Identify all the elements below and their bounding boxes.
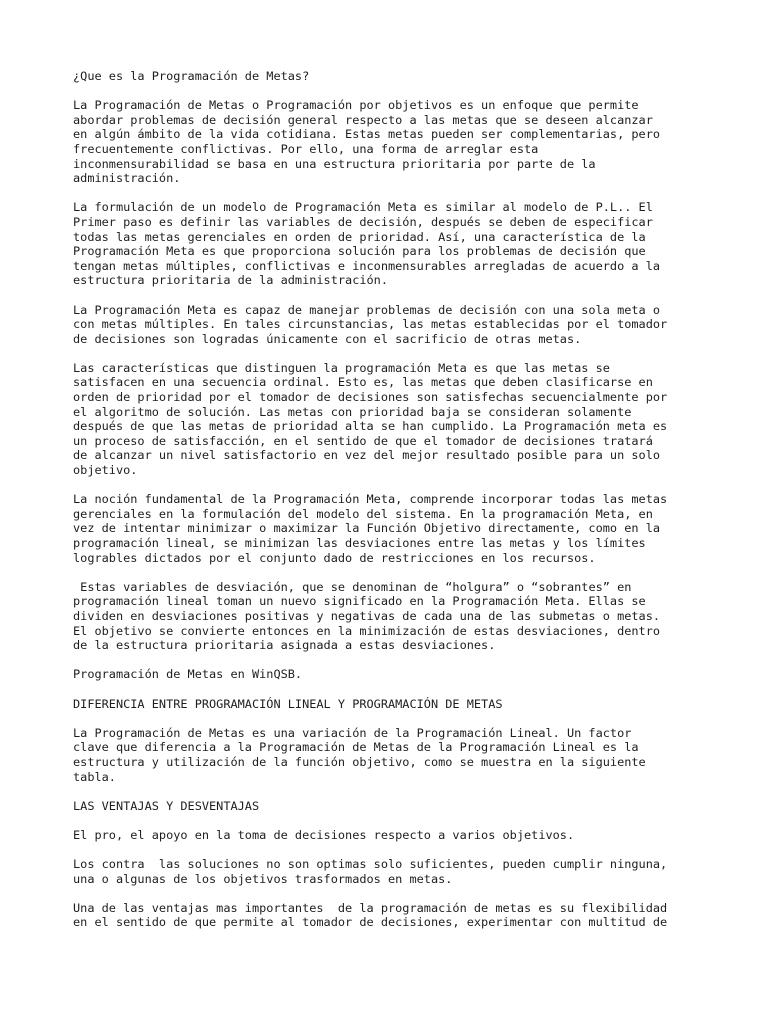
paragraph-cons: Los contra las soluciones no son optimas solo suficientes, pueden cumplir ninguna, una o algunas de los objetivos trasformados en metas. [73, 857, 668, 886]
paragraph-flexibility: Una de las ventajas mas importantes de la programación de metas es su flexibilidad en el sentido de que permite al tomador de decisiones, experimentar con multitud de [73, 900, 668, 930]
paragraph-formulation: La formulación de un modelo de Programación Meta es similar al modelo de P.L.. El Primer paso es definir las variables de decisión, después se deben de especificar todas las metas gerenciales en orden de prioridad. Así, una característica de la Programación Meta es que proporciona solución para los problemas de decisión que tengan metas múltiples, conflictivas e inconmensurables arregladas de acuerdo a la estructura prioritaria de la administración. [73, 200, 661, 288]
paragraph-definition: La Programación de Metas o Programación por objetivos es un enfoque que permite abordar problemas de decisión general respecto a las metas que se deseen alcanzar en algún ámbito de la vida cotidiana. Estas metas pueden ser complementarias, pero frecuentemente conflictivas. Por ello, una forma de arreglar esta inconmensurabilidad se basa en una estructura prioritaria por parte de la administración. [73, 98, 661, 186]
paragraph-differences: La Programación de Metas es una variación de la Programación Lineal. Un factor clave que diferencia a la Programación de Metas de la Programación Lineal es la estructura y utilización de la función objetivo, como se muestra en la siguiente tabla. [73, 725, 646, 784]
section-heading-advantages: LAS VENTAJAS Y DESVENTAJAS [73, 798, 260, 813]
paragraph-fundamental-notion: La noción fundamental de la Programación Meta, comprende incorporar todas las metas gerenciales en la formulación del modelo del sistema. En la programación Meta, en vez de intentar minimizar o maximizar la Función Objetivo directamente, como en la programación lineal, se minimizan las desviaciones entre las metas y los límites logrables dictados por el conjunto dado de restricciones en los recursos. [73, 492, 668, 565]
document-page [73, 69, 713, 945]
paragraph-characteristics: Las características que distinguen la programación Meta es que las metas se satisfacen en una secuencia ordinal. Esto es, las metas que deben clasificarse en orden de prioridad por el tomador de decisiones son satisfechas secuencialmente por el algoritmo de solución. Las metas con prioridad baja se consideran solamente después de que las metas de prioridad alta se han cumplido. La Programación meta es un proceso de satisfacción, en el sentido de que el tomador de decisiones tratará de alcanzar un nivel satisfactorio en vez del mejor resultado posible para un solo objetivo. [73, 360, 668, 478]
section-heading-differences: DIFERENCIA ENTRE PROGRAMACIÓN LINEAL Y PROGRAMACIÓN DE METAS [73, 696, 503, 711]
paragraph-winqsb: Programación de Metas en WinQSB. [73, 667, 303, 682]
paragraph-deviation-variables: Estas variables de desviación, que se denominan de “holgura” o “sobrantes” en programación lineal toman un nuevo significado en la Programación Meta. Ellas se dividen en desviaciones positivas y negativas de cada una de las submetas o metas. El objetivo se convierte entonces en la minimización de estas desviaciones, dentro de la estructura prioritaria asignada a estas desviaciones. [73, 579, 661, 653]
document-title: ¿Que es la Programación de Metas? [73, 69, 310, 83]
paragraph-pros: El pro, el apoyo en la toma de decisiones respecto a varios objetivos. [73, 827, 575, 842]
paragraph-capability: La Programación Meta es capaz de manejar problemas de decisión con una sola meta o con metas múltiples. En tales circunstancias, las metas establecidas por el tomador de decisiones son logradas únicamente con el sacrificio de otras metas. [73, 302, 668, 346]
